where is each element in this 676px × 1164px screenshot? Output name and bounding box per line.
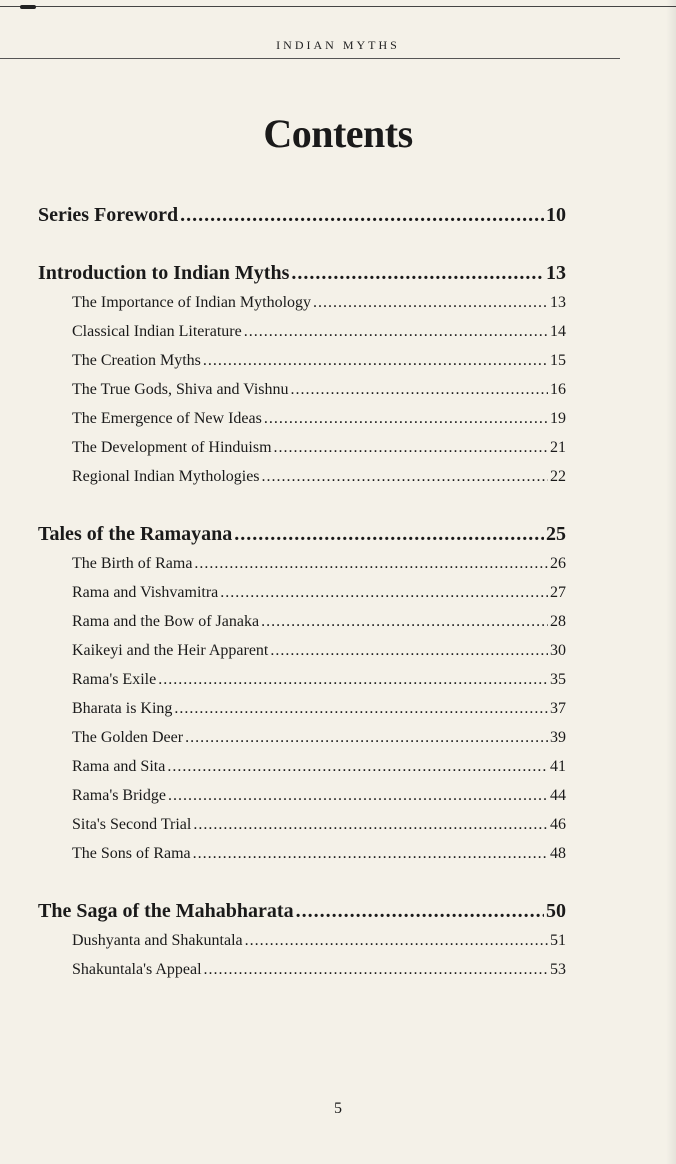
toc-entry: [38, 665, 566, 694]
toc-entry-label: Sita's Second Trial: [72, 816, 192, 833]
dot-leader: [220, 578, 548, 607]
toc-entry: [38, 926, 566, 955]
toc-entry-page: 19: [550, 410, 566, 427]
toc-entry-label: The Development of Hinduism: [72, 439, 272, 456]
toc-entry-page: 14: [550, 323, 566, 340]
toc-entry-label: The Importance of Indian Mythology: [72, 294, 312, 311]
dot-leader: [244, 317, 548, 346]
top-edge-rule: [0, 0, 676, 7]
toc-entry-label: Bharata is King: [72, 700, 173, 717]
toc-entry: [38, 781, 566, 810]
toc-entry-label: Rama and the Bow of Janaka: [72, 613, 260, 630]
toc-entry: [38, 839, 566, 868]
dot-leader: [234, 519, 544, 549]
toc-entry-page: 46: [550, 816, 566, 833]
toc-entry: [38, 607, 566, 636]
toc-entry: [38, 955, 566, 984]
toc-entry-page: 35: [550, 671, 566, 688]
header-rule: [0, 58, 620, 59]
toc-entry-page: 13: [550, 294, 566, 311]
toc-entry-label: Shakuntala's Appeal: [72, 961, 202, 978]
toc-entry-label: The Sons of Rama: [72, 845, 191, 862]
dot-leader: [158, 665, 548, 694]
toc-entry-label: The Creation Myths: [72, 352, 201, 369]
dot-leader: [194, 549, 548, 578]
toc-section-introduction: [38, 258, 566, 288]
toc-entry-label: Rama's Bridge: [72, 787, 166, 804]
toc-section-page: 13: [546, 262, 566, 284]
toc-entry-page: 22: [550, 468, 566, 485]
toc-section-label: Tales of the Ramayana: [38, 523, 233, 545]
toc-entry-label: Classical Indian Literature: [72, 323, 242, 340]
toc-entry: [38, 810, 566, 839]
toc-entry: [38, 752, 566, 781]
dot-leader: [274, 433, 548, 462]
dot-leader: [185, 723, 548, 752]
page-title: Contents: [263, 111, 413, 156]
toc-entry-page: 27: [550, 584, 566, 601]
toc-entry-page: 39: [550, 729, 566, 746]
toc-entry-page: 44: [550, 787, 566, 804]
dot-leader: [313, 288, 548, 317]
dot-leader: [193, 839, 548, 868]
toc-entry-page: 48: [550, 845, 566, 862]
toc-entry-page: 16: [550, 381, 566, 398]
dot-leader: [270, 636, 548, 665]
toc-section-page: 25: [546, 523, 566, 545]
corner-mark: [20, 5, 36, 9]
toc-entry-page: 26: [550, 555, 566, 572]
toc-entry-label: The True Gods, Shiva and Vishnu: [72, 381, 289, 398]
toc-entry: [38, 288, 566, 317]
toc-entry-page: 30: [550, 642, 566, 659]
toc-entry-page: 51: [550, 932, 566, 949]
dot-leader: [174, 694, 548, 723]
dot-leader: [168, 781, 548, 810]
toc-entry: [38, 404, 566, 433]
toc-entry: [38, 462, 566, 491]
dot-leader: [291, 375, 548, 404]
toc-entry-label: Regional Indian Mythologies: [72, 468, 260, 485]
dot-leader: [167, 752, 548, 781]
dot-leader: [245, 926, 548, 955]
table-of-contents: [38, 200, 566, 984]
toc-section-label: Series Foreword: [38, 204, 179, 226]
toc-entry-page: 15: [550, 352, 566, 369]
toc-section-label: Introduction to Indian Myths: [38, 262, 290, 284]
toc-entry-label: Rama and Vishvamitra: [72, 584, 219, 601]
toc-entry-page: 41: [550, 758, 566, 775]
dot-leader: [204, 955, 548, 984]
toc-entry-page: 53: [550, 961, 566, 978]
toc-section-series-foreword: [38, 200, 566, 230]
dot-leader: [193, 810, 548, 839]
dot-leader: [264, 404, 548, 433]
toc-section-page: 50: [546, 900, 566, 922]
toc-entry: [38, 433, 566, 462]
toc-entry: [38, 346, 566, 375]
toc-entry-label: Rama and Sita: [72, 758, 166, 775]
toc-entry-page: 21: [550, 439, 566, 456]
dot-leader: [261, 607, 548, 636]
toc-entry-label: Rama's Exile: [72, 671, 157, 688]
toc-entry: [38, 375, 566, 404]
toc-section-label: The Saga of the Mahabharata: [38, 900, 294, 922]
toc-section-mahabharata: [38, 896, 566, 926]
dot-leader: [291, 258, 544, 288]
toc-entry: [38, 317, 566, 346]
toc-section-page: 10: [546, 204, 566, 226]
toc-section-ramayana: [38, 519, 566, 549]
toc-entry: [38, 636, 566, 665]
toc-entry: [38, 578, 566, 607]
toc-entry: [38, 694, 566, 723]
toc-entry-label: The Golden Deer: [72, 729, 184, 746]
toc-entry-label: Kaikeyi and the Heir Apparent: [72, 642, 269, 659]
toc-entry-label: The Birth of Rama: [72, 555, 193, 572]
toc-entry: [38, 549, 566, 578]
dot-leader: [203, 346, 548, 375]
toc-entry-page: 28: [550, 613, 566, 630]
toc-entry-page: 37: [550, 700, 566, 717]
dot-leader: [180, 200, 544, 230]
page-edge-shade: [666, 0, 676, 1164]
toc-entry-label: The Emergence of New Ideas: [72, 410, 262, 427]
running-head: INDIAN MYTHS: [276, 38, 400, 52]
page-number: 5: [334, 1100, 342, 1117]
toc-entry: [38, 723, 566, 752]
dot-leader: [296, 896, 544, 926]
toc-entry-label: Dushyanta and Shakuntala: [72, 932, 243, 949]
dot-leader: [262, 462, 548, 491]
